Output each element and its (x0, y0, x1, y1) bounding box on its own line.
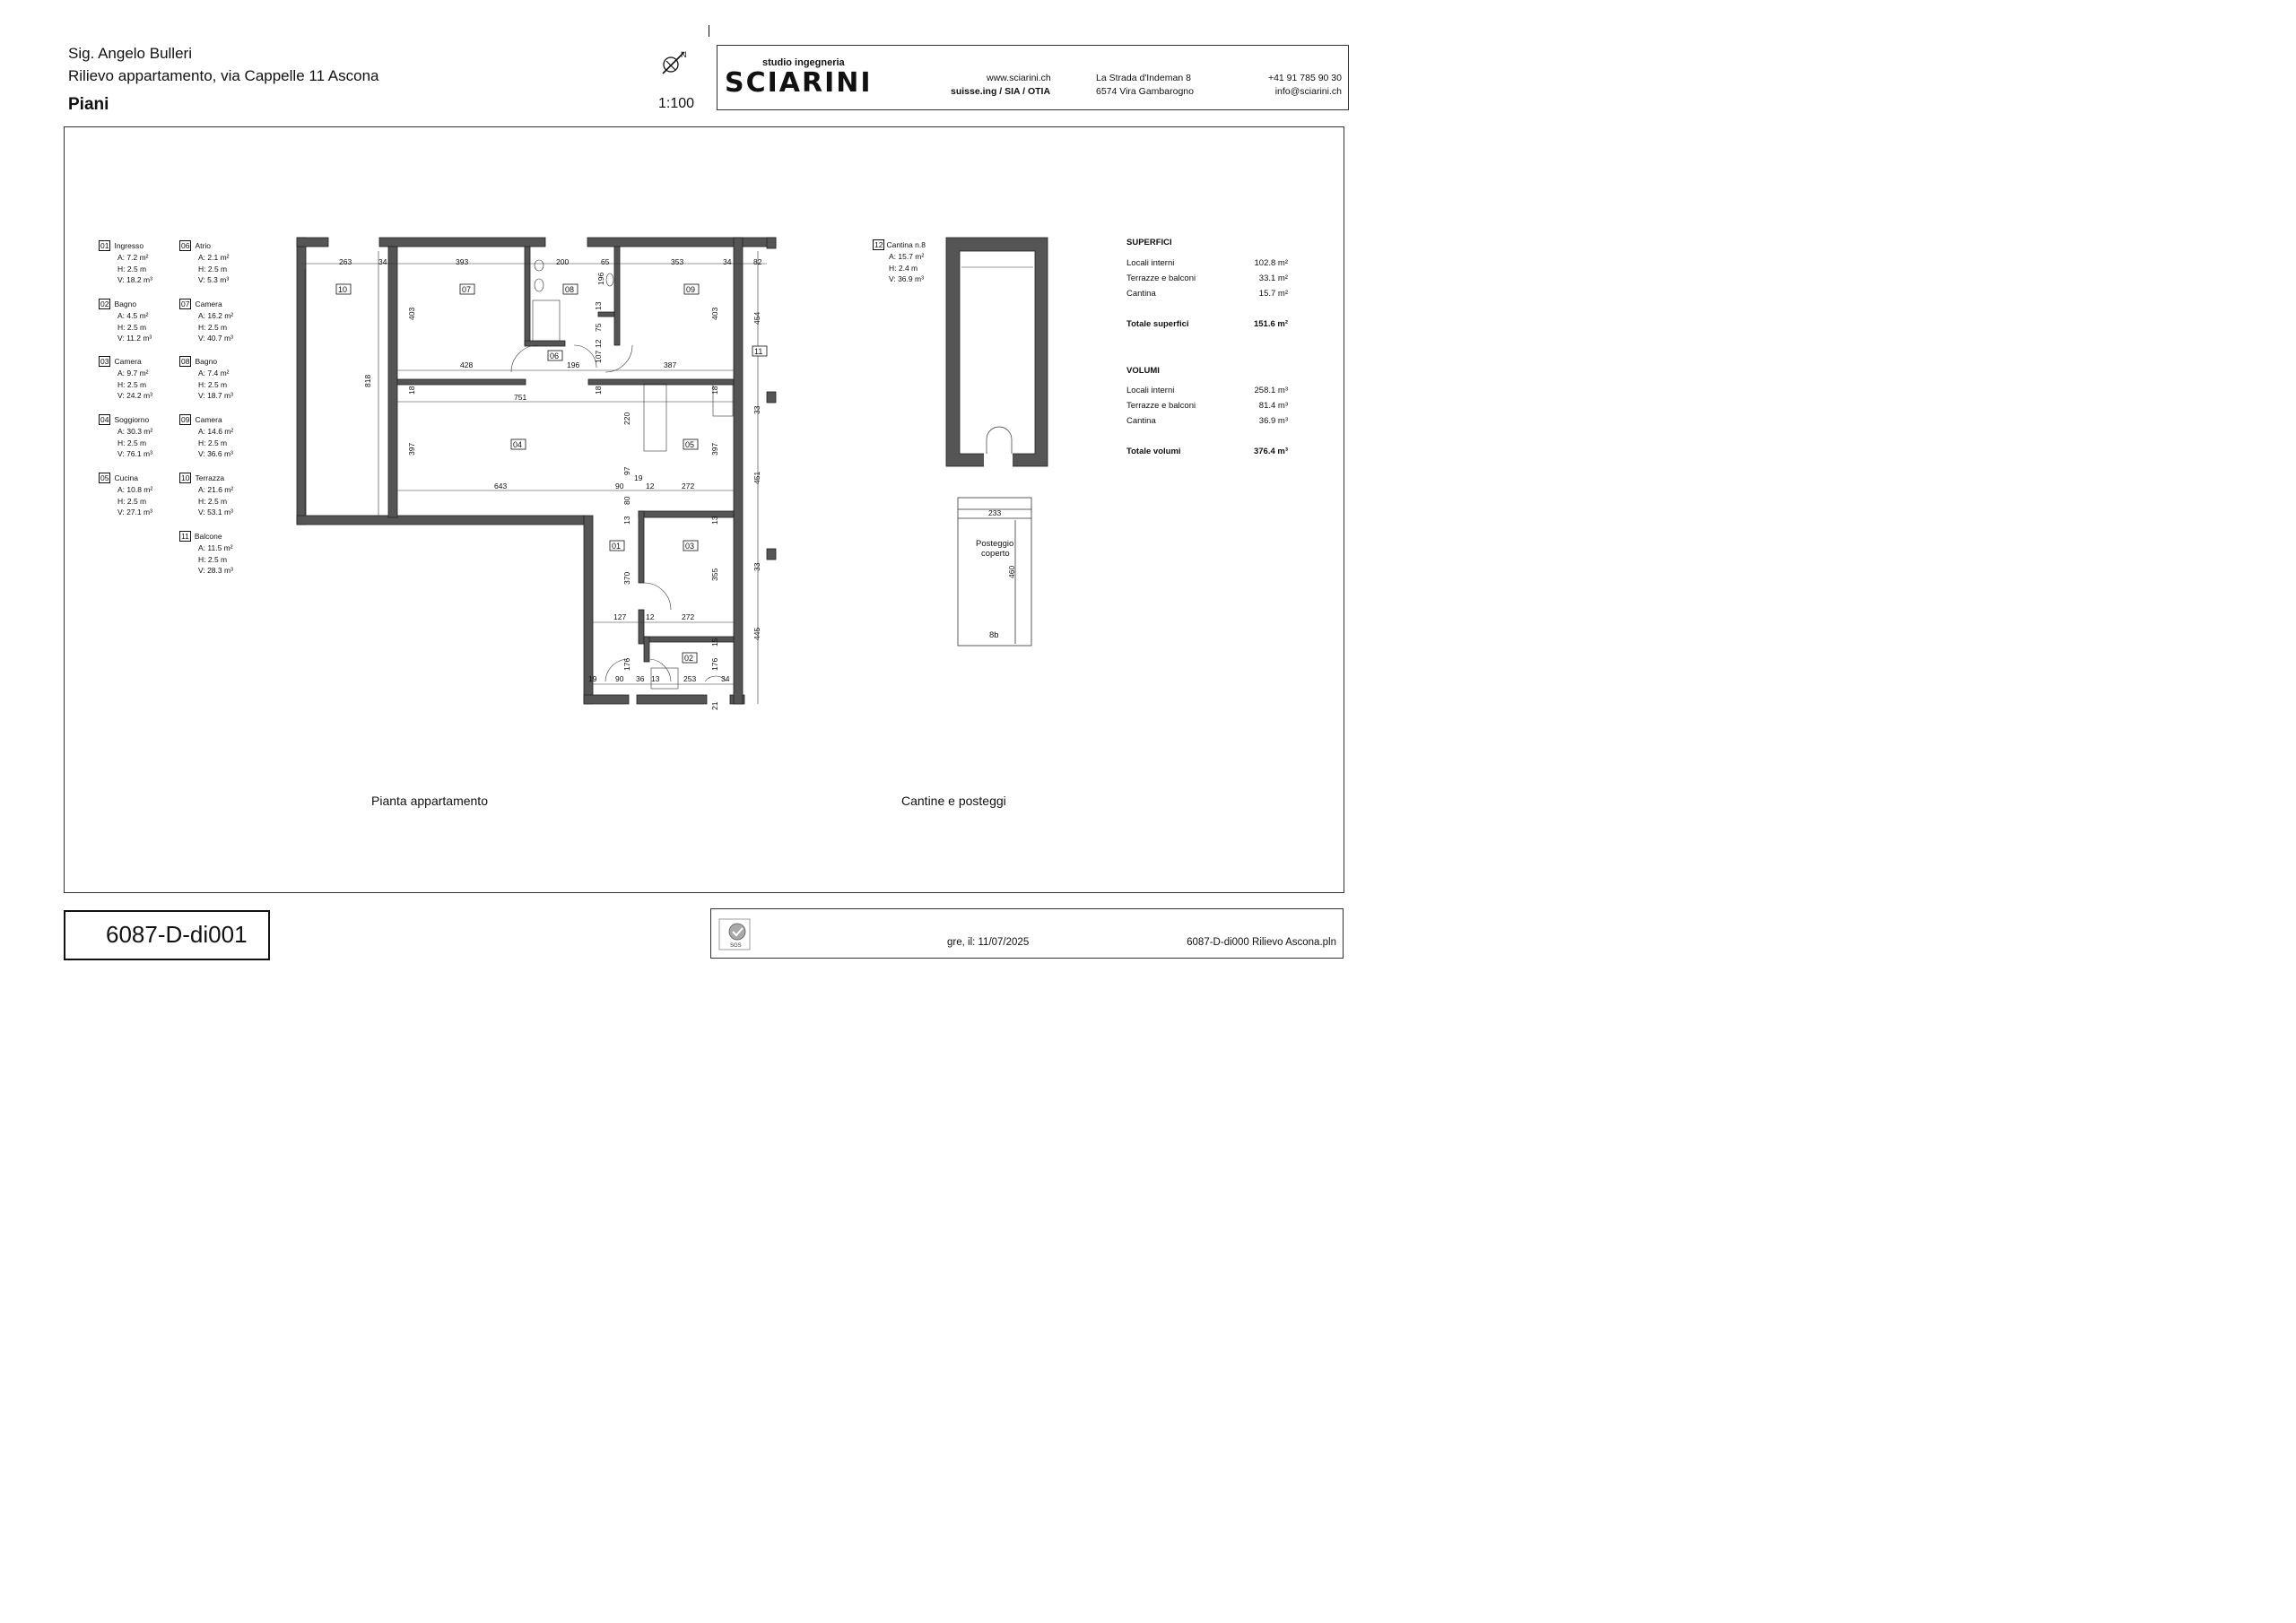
dim-label: 13 (710, 516, 719, 525)
dim-label: 18 (594, 386, 603, 395)
room-volume: V: 53.1 m³ (198, 508, 233, 517)
company-email[interactable]: info@sciarini.ch (1274, 86, 1342, 97)
svg-text:06: 06 (550, 352, 560, 360)
room-area: A: 14.6 m² (198, 426, 234, 436)
room-number: 08 (181, 357, 190, 366)
north-label: N (681, 50, 687, 59)
caption-plan: Pianta appartamento (371, 794, 488, 808)
room-number: 05 (100, 473, 109, 482)
area-label: Terrazze e balconi (1126, 273, 1196, 283)
room-area: A: 4.5 m² (117, 310, 149, 320)
caption-cellars: Cantine e posteggi (901, 794, 1006, 808)
room-height: H: 2.5 m (198, 554, 228, 564)
dim-label: 107 (594, 350, 603, 363)
room-volume: V: 5.3 m³ (198, 275, 230, 285)
dim-label: 80 (622, 496, 631, 505)
room-number: 04 (100, 415, 109, 424)
dim-label: 176 (622, 657, 631, 671)
dim-label: 13 (622, 516, 631, 525)
dim-label: 393 (456, 257, 469, 266)
volume-label: Locali interni (1126, 386, 1175, 395)
dim-label: 65 (601, 257, 610, 266)
room-area: A: 2.1 m² (198, 252, 230, 262)
svg-text:02: 02 (684, 654, 694, 663)
svg-text:11: 11 (754, 347, 763, 356)
room-height: H: 2.5 m (198, 438, 228, 447)
room-number: 06 (181, 241, 190, 250)
dim-label: 397 (710, 442, 719, 456)
dim-label: 34 (723, 257, 732, 266)
dim-label: 75 (594, 323, 603, 332)
dim-label: 454 (752, 311, 761, 325)
dim-label: 21 (710, 701, 719, 710)
room-area: A: 30.3 m² (117, 426, 153, 436)
room-name: Camera (195, 299, 222, 308)
volumes-title: VOLUMI (1126, 366, 1160, 376)
room-name: Ingresso (114, 241, 144, 250)
dim-label: 263 (339, 257, 352, 266)
company-phone: +41 91 785 90 30 (1267, 73, 1342, 83)
room-area: A: 16.2 m² (198, 310, 234, 320)
dim-label: 272 (682, 482, 695, 490)
svg-text:09: 09 (686, 285, 696, 294)
room-height: H: 2.5 m (198, 264, 228, 273)
volume-value: 36.9 m³ (1258, 416, 1288, 426)
dim-label: 460 (1007, 565, 1016, 578)
dim-label: 19 (588, 674, 597, 683)
parking-label: Posteggio (976, 539, 1014, 549)
author-date: gre, il: 11/07/2025 (947, 937, 1030, 948)
area-value: 15.7 m² (1258, 289, 1288, 299)
scale-label: 1:100 (658, 96, 695, 111)
room-area: A: 11.5 m² (198, 542, 233, 552)
room-volume: V: 28.3 m³ (198, 566, 233, 576)
dim-label: 90 (615, 674, 624, 683)
room-height: H: 2.5 m (117, 379, 147, 389)
dim-label: 15 (710, 638, 719, 647)
dim-label: 12 (646, 612, 655, 621)
room-number: 01 (100, 241, 109, 250)
room-volume: V: 76.1 m³ (117, 449, 152, 459)
dim-label: 36 (636, 674, 645, 683)
cert-label: SGS (730, 943, 742, 949)
room-height: H: 2.5 m (198, 496, 228, 506)
room-volume: V: 40.7 m³ (198, 334, 233, 343)
room-height: H: 2.5 m (117, 438, 147, 447)
dim-label: 200 (556, 257, 570, 266)
room-height: H: 2.5 m (198, 379, 228, 389)
dim-label: 428 (460, 360, 474, 369)
room-area: A: 10.8 m² (117, 484, 153, 494)
room-name: Soggiorno (114, 415, 150, 424)
volumes-total-value: 376.4 m³ (1253, 447, 1288, 456)
dim-label: 272 (682, 612, 695, 621)
room-number: 11 (181, 532, 189, 541)
room-name: Cucina (114, 473, 138, 482)
areas-total-label: Totale superfici (1126, 319, 1189, 329)
room-number: 03 (100, 357, 109, 366)
client-name: Sig. Angelo Bulleri (68, 45, 192, 62)
dim-label: 196 (567, 360, 580, 369)
dim-label: 12 (594, 339, 603, 348)
volumes-total-label: Totale volumi (1126, 447, 1181, 456)
room-height: H: 2.5 m (117, 322, 147, 332)
dim-label: 818 (363, 374, 372, 387)
volume-value: 81.4 m³ (1258, 401, 1288, 411)
dim-label: 12 (646, 482, 655, 490)
dim-label: 82 (753, 257, 762, 266)
svg-text:07: 07 (462, 285, 472, 294)
drawing-number: 6087-D-di001 (106, 921, 248, 948)
volume-value: 258.1 m³ (1254, 386, 1288, 395)
dim-label: 196 (596, 272, 605, 285)
svg-text:01: 01 (612, 542, 622, 551)
svg-text:03: 03 (685, 542, 695, 551)
room-name: Balcone (194, 532, 222, 541)
section-title: Piani (68, 95, 109, 114)
areas-total-value: 151.6 m² (1253, 319, 1288, 329)
parking-label-2: coperto (981, 549, 1010, 559)
dim-label: 13 (651, 674, 660, 683)
room-area: A: 15.7 m² (889, 251, 925, 261)
room-area: A: 7.4 m² (198, 368, 230, 378)
room-height: H: 2.5 m (198, 322, 228, 332)
volume-label: Cantina (1126, 416, 1156, 426)
sgs-certification-icon (718, 918, 751, 950)
dim-label: 451 (752, 471, 761, 484)
file-name: 6087-D-di000 Rilievo Ascona.pln (1187, 937, 1336, 948)
area-label: Locali interni (1126, 258, 1175, 268)
room-volume: V: 18.7 m³ (198, 391, 233, 401)
room-area: A: 9.7 m² (117, 368, 149, 378)
parking-id: 8b (989, 630, 999, 640)
dim-label: 397 (407, 442, 416, 456)
company-website[interactable]: www.sciarini.ch (987, 73, 1051, 83)
dim-label: 643 (494, 482, 508, 490)
dim-label: 403 (407, 307, 416, 320)
room-number: 10 (181, 473, 190, 482)
room-name: Atrio (195, 241, 211, 250)
dim-label: 253 (683, 674, 697, 683)
room-name: Cantina n.8 (886, 240, 926, 249)
room-height: H: 2.5 m (117, 496, 147, 506)
room-number: 07 (181, 299, 190, 308)
dim-label: 751 (514, 393, 527, 402)
dim-label: 127 (613, 612, 627, 621)
area-value: 33.1 m² (1258, 273, 1288, 283)
dim-label: 445 (752, 627, 761, 640)
svg-text:04: 04 (513, 440, 523, 449)
room-name: Bagno (114, 299, 137, 308)
dim-label: 18 (710, 386, 719, 395)
dim-label: 34 (378, 257, 387, 266)
room-volume: V: 24.2 m³ (117, 391, 152, 401)
room-height: H: 2.4 m (889, 263, 918, 273)
dim-label: 33 (752, 562, 761, 571)
room-volume: V: 18.2 m³ (117, 275, 152, 285)
area-value: 102.8 m² (1254, 258, 1288, 268)
svg-text:10: 10 (338, 285, 348, 294)
room-name: Bagno (195, 357, 218, 366)
dim-label: 403 (710, 307, 719, 320)
dim-label: 233 (988, 508, 1002, 517)
svg-text:05: 05 (685, 440, 695, 449)
dim-label: 19 (634, 473, 643, 482)
room-name: Camera (195, 415, 222, 424)
dim-label: 353 (671, 257, 684, 266)
footer-info-box (710, 908, 1344, 959)
room-volume: V: 36.6 m³ (198, 449, 233, 459)
room-volume: V: 36.9 m³ (889, 274, 924, 284)
dim-label: 97 (622, 466, 631, 475)
room-volume: V: 27.1 m³ (117, 508, 152, 517)
room-area: A: 7.2 m² (117, 252, 149, 262)
room-area: A: 21.6 m² (198, 484, 234, 494)
room-number: 09 (181, 415, 190, 424)
volume-label: Terrazze e balconi (1126, 401, 1196, 411)
room-volume: V: 11.2 m³ (117, 334, 152, 343)
dim-label: 33 (752, 405, 761, 414)
dim-label: 13 (594, 301, 603, 310)
dim-label: 220 (622, 412, 631, 425)
room-name: Camera (114, 357, 142, 366)
company-tagline: studio ingegneria (762, 57, 845, 68)
dim-label: 176 (710, 657, 719, 671)
dim-label: 355 (710, 568, 719, 581)
areas-title: SUPERFICI (1126, 238, 1172, 247)
room-name: Terrazza (195, 473, 225, 482)
dim-label: 387 (664, 360, 677, 369)
floor-plan (0, 0, 1399, 989)
svg-text:08: 08 (565, 285, 575, 294)
dim-label: 90 (615, 482, 624, 490)
company-logo: SCIARINI (725, 67, 873, 99)
dim-label: 18 (407, 386, 416, 395)
room-height: H: 2.5 m (117, 264, 147, 273)
company-city: 6574 Vira Gambarogno (1096, 86, 1194, 97)
room-number: 02 (100, 299, 109, 308)
area-label: Cantina (1126, 289, 1156, 299)
room-number: 12 (874, 240, 883, 249)
company-street: La Strada d'Indeman 8 (1096, 73, 1191, 83)
dim-label: 34 (721, 674, 730, 683)
drawing-number-box (64, 910, 270, 960)
project-title: Rilievo appartamento, via Cappelle 11 Ascona (68, 67, 379, 84)
company-associations: suisse.ing / SIA / OTIA (951, 86, 1051, 97)
dim-label: 370 (622, 571, 631, 585)
